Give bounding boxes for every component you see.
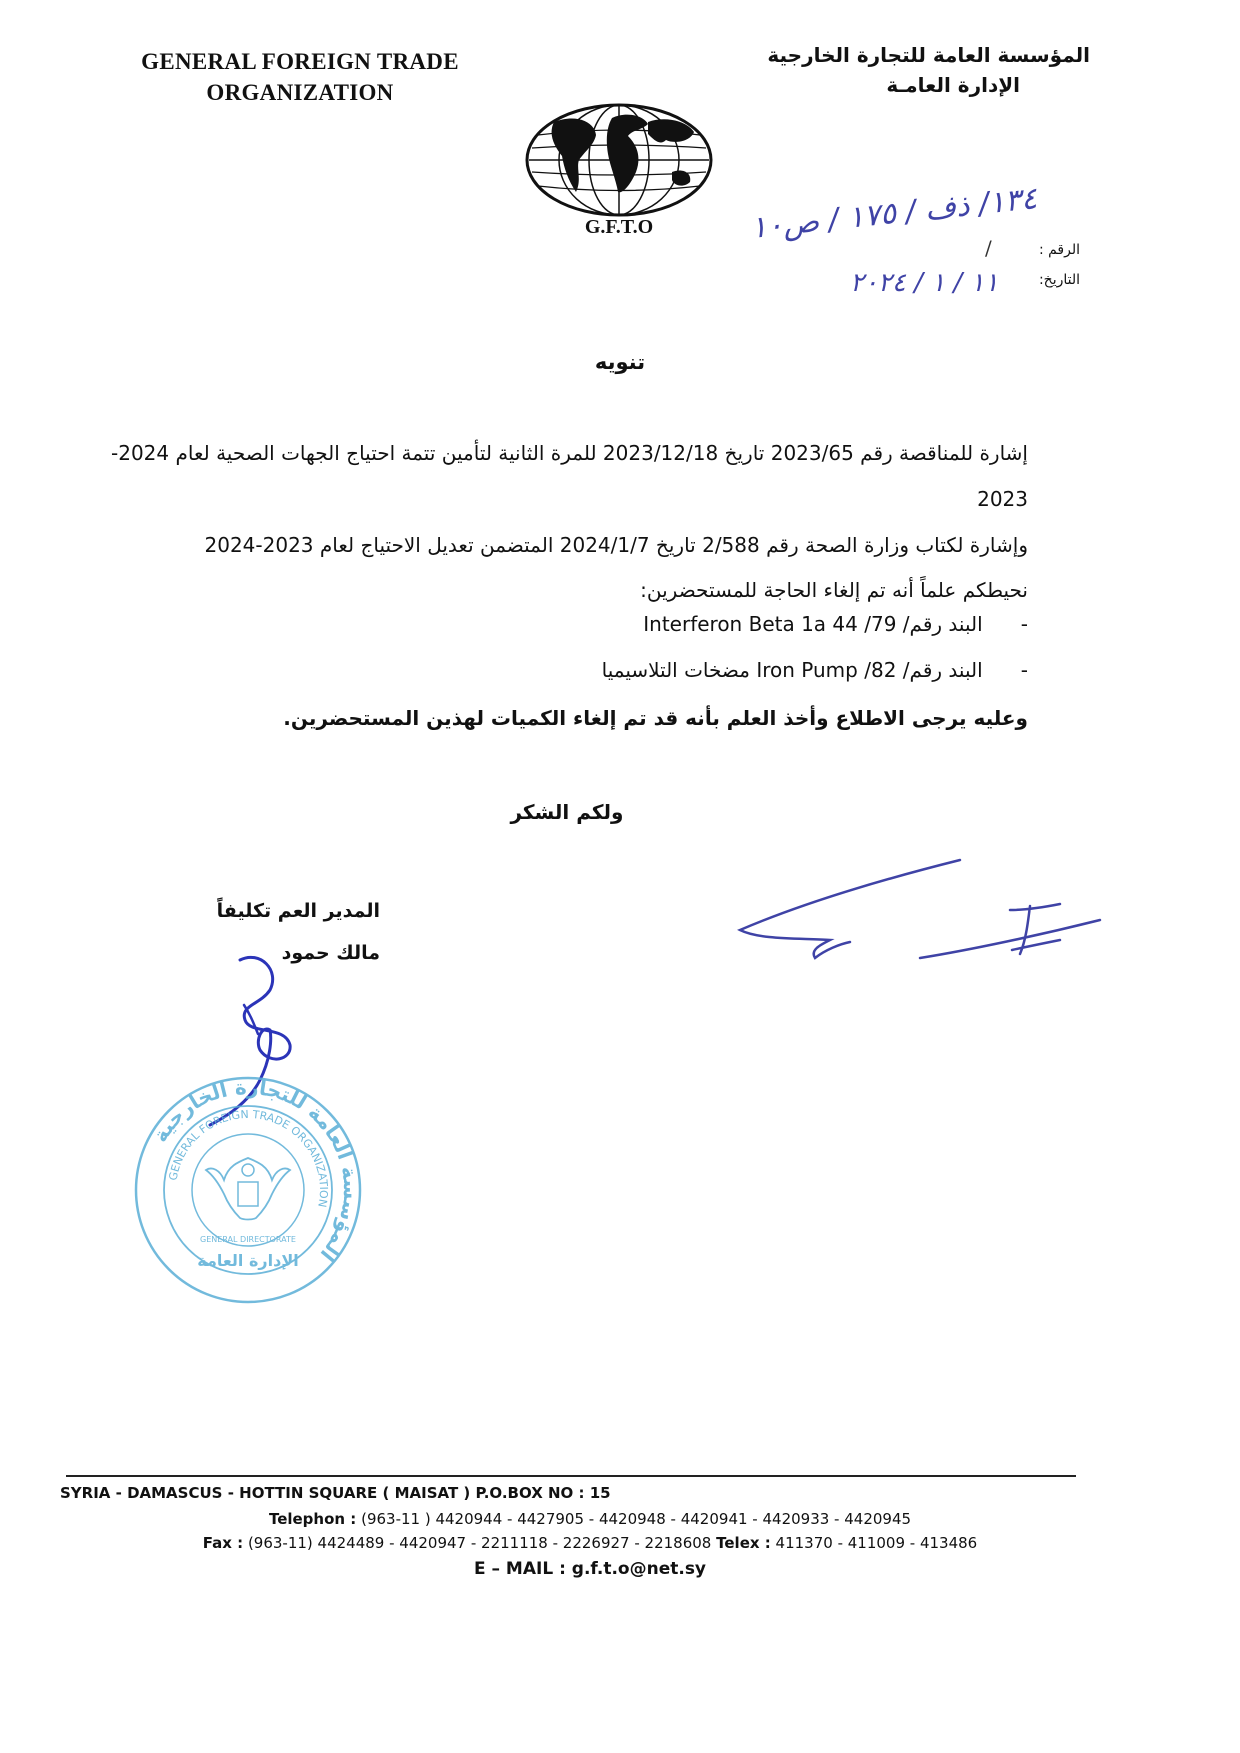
- list-bullet: -: [1020, 658, 1028, 682]
- thanks-line: ولكم الشكر: [510, 800, 624, 824]
- reference-slash: /: [985, 236, 992, 260]
- footer-divider: [66, 1475, 1076, 1477]
- handwritten-signature-right: [730, 850, 1130, 970]
- paragraph-ministry-letter: وإشارة لكتاب وزارة الصحة رقم 2/588 تاريخ 2024/1/7 المتضمن تعديل الاحتياج لعام 2023-2024: [204, 533, 1028, 557]
- closing-note: وعليه يرجى الاطلاع وأخذ العلم بأنه قد تم إلغاء الكميات لهذين المستحضرين.: [283, 706, 1028, 730]
- footer-fax-telex: [60, 1534, 1120, 1552]
- list-item: [602, 658, 1028, 682]
- reference-number-label: الرقم :: [1038, 242, 1080, 258]
- paragraph-cancellation-notice: نحيطكم علماً أنه تم إلغاء الحاجة للمستحضرين:: [640, 578, 1028, 602]
- arabic-org-line-2: الإدارة العامـة: [886, 73, 1020, 97]
- telephone-numbers: (963-11 ) 4420944 - 4427905 - 4420948 - 4420941 - 4420933 - 4420945: [361, 1510, 912, 1528]
- fax-numbers: (963-11) 4424489 - 4420947 - 2211118 - 2226927 - 2218608: [247, 1534, 712, 1552]
- arabic-org-line-1: المؤسسة العامة للتجارة الخارجية: [767, 43, 1090, 67]
- date-value: ١١ / ١ / ٢٠٢٤: [850, 268, 999, 298]
- footer-telephone: [60, 1510, 1120, 1528]
- arabic-organization-name: [710, 40, 1090, 100]
- date-label: التاريخ:: [1038, 272, 1080, 288]
- signatory-title: المدير العم تكليفاً: [216, 900, 380, 922]
- footer-email: E – MAIL : g.f.t.o@net.sy: [473, 1559, 707, 1579]
- fax-label: Fax :: [202, 1534, 244, 1552]
- document-title: تنويه: [594, 350, 646, 374]
- signatory-name: مالك حمود: [281, 942, 380, 964]
- logo-label: G.F.T.O: [584, 216, 654, 238]
- english-org-line-2: ORGANIZATION: [206, 80, 394, 105]
- list-item-text: البند رقم/ 82/ Iron Pump مضخات التلاسيميا: [601, 658, 983, 682]
- stamp-outer-text: المؤسسة العامة للتجارة الخارجية: [147, 1074, 364, 1267]
- official-stamp-icon: [128, 1070, 368, 1310]
- telex-label: Telex :: [716, 1534, 771, 1552]
- list-item-text: البند رقم/ 79/ Interferon Beta 1a 44: [643, 612, 983, 636]
- english-organization-name: [130, 46, 470, 108]
- telex-numbers: 411370 - 411009 - 413486: [775, 1534, 978, 1552]
- footer-address: SYRIA - DAMASCUS - HOTTIN SQUARE ( MAISAT ) P.O.BOX NO : 15: [60, 1484, 611, 1502]
- paragraph-tender-reference: إشارة للمناقصة رقم 2023/65 تاريخ 2023/12/18 للمرة الثانية لتأمين تتمة احتياج الجهات الصحية لعام 2024-2023: [111, 441, 1028, 511]
- stamp-bottom-english: GENERAL DIRECTORATE: [200, 1235, 296, 1244]
- reference-number-value: ١٣٤/ ذف / ١٧٥ / ص١٠: [748, 181, 1039, 246]
- list-bullet: -: [1020, 612, 1028, 636]
- telephone-label: Telephon :: [268, 1510, 357, 1528]
- list-item: [643, 612, 1028, 636]
- stamp-inner-text: GENERAL FOREIGN TRADE ORGANIZATION: [166, 1107, 331, 1209]
- english-org-line-1: GENERAL FOREIGN TRADE: [141, 49, 459, 74]
- stamp-bottom-text: الإدارة العامة: [197, 1251, 299, 1270]
